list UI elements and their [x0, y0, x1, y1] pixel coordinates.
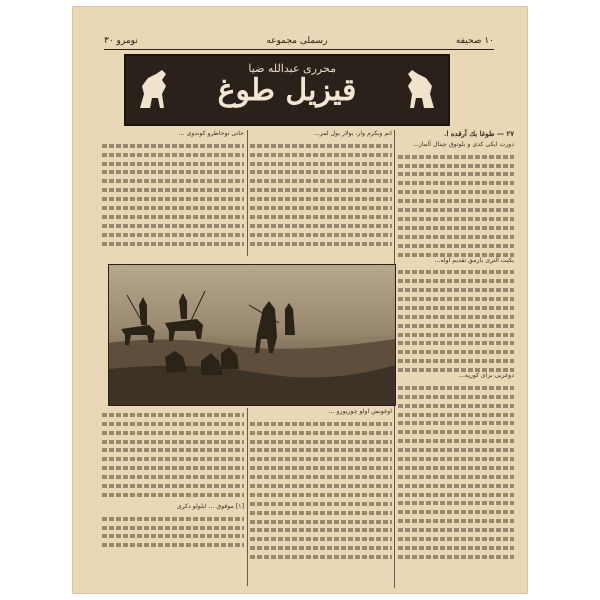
- article-heading: ٢٧ — طوغا بك آرقده ا.: [444, 129, 514, 138]
- column-middle-bottom: [250, 408, 392, 588]
- article-paragraph: دورت ایکی کدی و بلوتوق چیتال آلماز...: [413, 140, 514, 148]
- header-center-label: رسملى مجموعه: [266, 36, 328, 46]
- page-number: ۱۰ صحیفه: [455, 36, 494, 46]
- column-divider: [247, 130, 248, 256]
- masthead-subtitle: محرری عبدالله ضیا: [248, 62, 336, 75]
- footnote: [۱] موقوق ... ايلولو دکری: [176, 502, 244, 510]
- article-paragraph: دوغریی برای کورپه...: [459, 372, 514, 380]
- page-header: [104, 34, 494, 48]
- masthead-banner: [124, 54, 450, 126]
- header-rule: [104, 49, 494, 50]
- column-right: [398, 130, 514, 590]
- engraving-illustration: [108, 264, 396, 406]
- article-paragraph: حاتی توخاطرو کوندوی ...: [178, 130, 244, 137]
- masthead-title: قیزیل طوغ: [217, 72, 357, 108]
- issue-number: نومرو ۳۰: [104, 36, 138, 46]
- cavalry-scene-image: [109, 265, 395, 405]
- article-paragraph: اتم ویکرم وار، یولار بول لمز...: [313, 130, 392, 137]
- newspaper-page: [72, 6, 528, 594]
- horse-silhouette-icon: [132, 64, 174, 116]
- column-left-bottom: [102, 408, 244, 588]
- column-left-top: [102, 130, 244, 256]
- column-middle-top: [250, 130, 392, 256]
- article-paragraph: اوغونش اولو چوریوزو ...: [328, 408, 392, 415]
- article-paragraph: یکیت آلتری یازمق تقدیم اوله...: [434, 256, 514, 264]
- horse-silhouette-icon: [400, 64, 442, 116]
- column-divider: [247, 408, 248, 586]
